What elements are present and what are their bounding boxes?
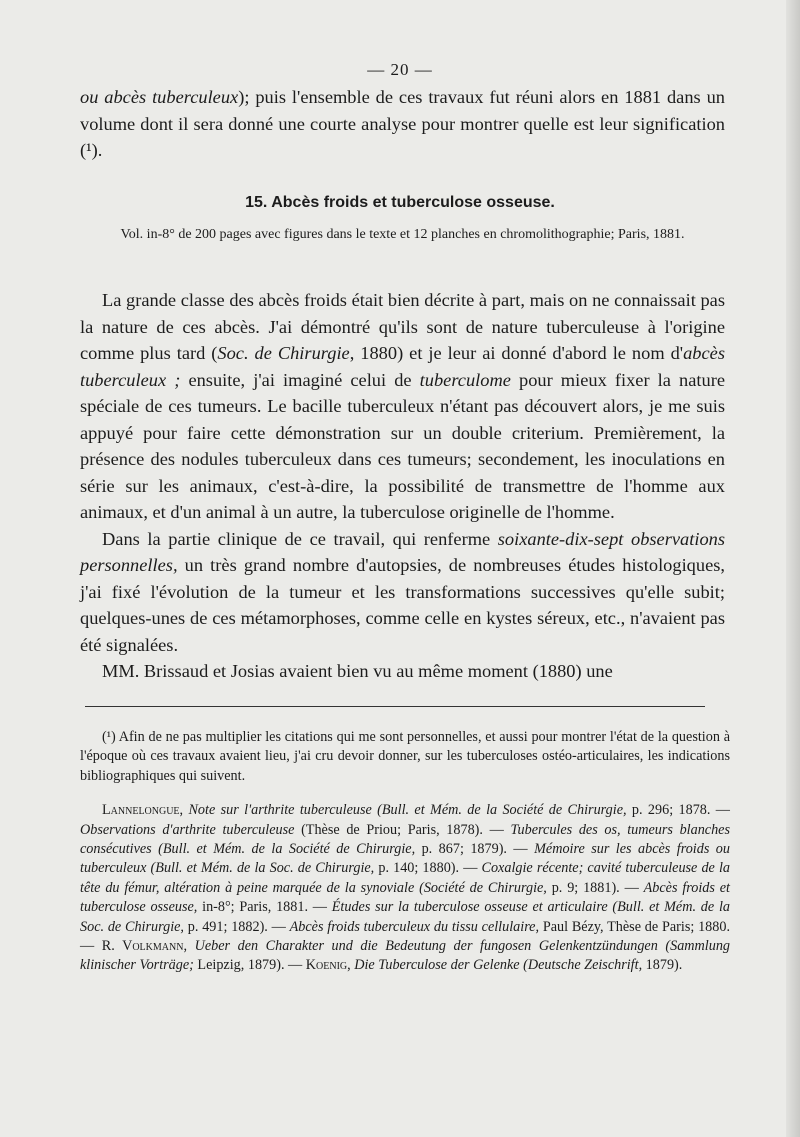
fn-t18: Leipzig, 1879). — (193, 957, 306, 974)
p1-italic-soc: Soc. de Chirurgie (217, 343, 350, 363)
paragraph-2 (80, 526, 725, 659)
fn-t19: Die Tuberculose der Gelenke (Deutsche Zeischrift, (350, 957, 643, 974)
fn-t7: Mémoire sur les abcès froids ou tuberculeux (Bull. et Mém. de la Soc. de Chirurgie, (80, 841, 730, 877)
p2-text-c: un très grand nombre d'autopsies, de nombreuses études histologiques, j'ai fixé l'évolution de la tumeur et les transformations successives qu'elle subit; quelques-unes de ces métamorphoses, comme celle en kystes séreux, etc., n'avaient pas été signalées. (80, 555, 725, 655)
p2-text-a: Dans la partie clinique de ce travail, qui renferme (102, 528, 498, 549)
intro-text: ); puis l'ensemble de ces travaux fut réuni alors en 1881 dans un volume dont il sera donné une courte analyse pour montrer quelle est leur signification (¹). (80, 87, 725, 160)
fn-t4: (Thèse de Priou; Paris, 1878). — (294, 821, 511, 838)
p2-italic: soixante-dix-sept observations personnelles, (80, 528, 725, 575)
page-edge-shadow (786, 0, 800, 1137)
fn-t17: Ueber den Charakter und die Bedeutung der fungosen Gelenkentzündungen (Sammlung klinischer Vorträge; (80, 938, 731, 974)
fn-t6: p. 867; 1879). — (415, 841, 535, 858)
p1-text-e: ensuite, j'ai imaginé celui de (180, 369, 420, 390)
fn-t15: Abcès froids tuberculeux du tissu cellulaire, (289, 918, 540, 935)
p1-italic-abces: abcès tuberculeux ; (80, 343, 725, 390)
fn-t5: Tubercules des os, tumeurs blanches consécutives (Bull. et Mém. de la Société de Chirurgie, (80, 821, 731, 858)
p1-text-a: La grande classe des abcès froids était bien décrite à part, mais on ne connaissait pas la nature de ces abcès. J'ai démontré qu'ils sont de nature tuberculeuse à l'origine comme plus tard ( (80, 290, 725, 363)
page-number: — 20 — (367, 60, 433, 79)
section-heading: 15. Abcès froids et tuberculose osseuse. (245, 194, 555, 211)
intro-italic: ou abcès tuberculeux (80, 87, 239, 107)
p1-italic-tuberculome: tuberculome (419, 369, 511, 390)
fn-t16: Paul Bézy, Thèse de Paris; 1880. — (80, 918, 730, 955)
footnotes (80, 728, 730, 976)
footnote-2 (80, 801, 730, 976)
fn-t9: Coxalgie récente; cavité tuberculeuse de la tête du fémur, altération à peine marquée de la synoviale (Société de Chirurgie, (80, 860, 731, 896)
fn-t10: p. 9; 1881). — (546, 879, 644, 896)
fn-t20: 1879). (642, 957, 683, 974)
body-text (80, 287, 725, 685)
fn-t12: in-8°; Paris, 1881. — (197, 899, 332, 916)
fn-t14: p. 491; 1882). — (183, 918, 290, 935)
intro-paragraph (80, 84, 725, 164)
fn-t2: p. 296; 1878. — (626, 802, 730, 819)
fn-author-koenig: Koenig, (305, 957, 351, 974)
footnote-rule (85, 706, 705, 707)
fn-author-lannelongue: Lannelongue, (102, 802, 184, 819)
fn-t8: p. 140; 1880). — (374, 860, 482, 877)
p1-text-g: pour mieux fixer la nature spéciale de ces tumeurs. Le bacille tuberculeux n'étant pas découvert alors, je me suis appuyé pour faire cette démonstration sur un double criterium. Premièrement, la présence des nodules tuberculeux dans ces tumeurs; secondement, les inoculations en série sur les animaux, c'est-à-dire, la possibilité de transmettre de l'homme aux animaux, et d'un animal à un autre, la tuberculose originelle de l'homme. (80, 369, 725, 522)
fn-t1: Note sur l'arthrite tuberculeuse (Bull. et Mém. de la Société de Chirurgie, (183, 802, 627, 819)
fn-t3: Observations d'arthrite tuberculeuse (80, 821, 295, 838)
p1-text-c: , 1880) et je leur ai donné d'abord le nom d' (349, 343, 684, 363)
paragraph-1 (80, 287, 725, 526)
fn-author-volkmann: R. Volkmann, (101, 938, 187, 955)
section-subtitle: Vol. in-8° de 200 pages avec figures dans le texte et 12 planches en chromolithographie; Paris, 1881. (120, 227, 685, 242)
fn-t13: Études sur la tuberculose osseuse et articulaire (Bull. et Mém. de la Soc. de Chirurgie, (80, 899, 730, 935)
footnote-1: (¹) Afin de ne pas multiplier les citations qui me sont personnelles, et aussi pour montrer l'état de la question à l'époque où ces travaux avaient lieu, j'ai cru devoir donner, sur les tuberculoses ostéo-articulaires, les indications bibliographiques qui suivent. (80, 729, 730, 784)
fn-t11: Abcès froids et tuberculose osseuse, (80, 879, 731, 916)
paragraph-3: MM. Brissaud et Josias avaient bien vu au même moment (1880) une (102, 661, 613, 681)
